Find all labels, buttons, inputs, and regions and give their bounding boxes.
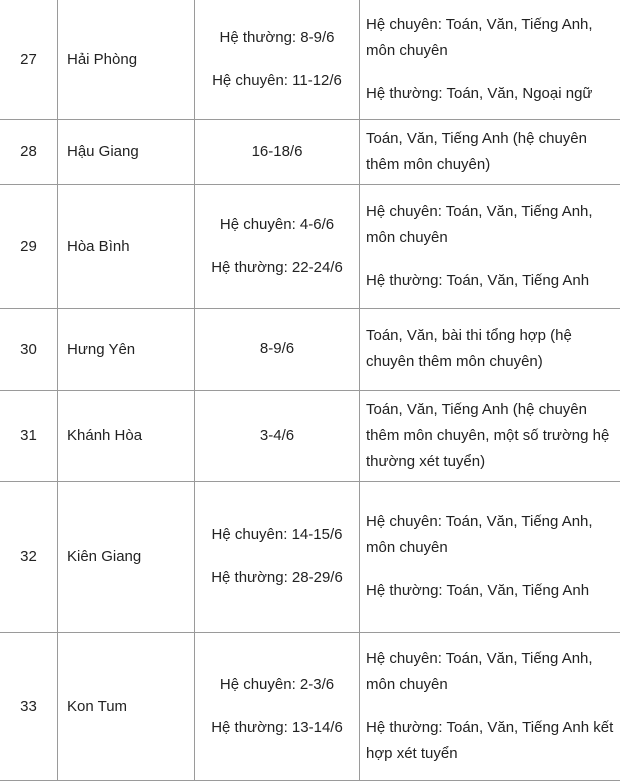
row-number: 33: [0, 632, 58, 780]
province-name: Hòa Bình: [58, 184, 195, 308]
province-name: Hậu Giang: [58, 119, 195, 184]
subject-line: Hệ thường: Toán, Văn, Ngoại ngữ: [366, 81, 616, 107]
subject-line: Hệ chuyên: Toán, Văn, Tiếng Anh, môn chuyên: [366, 646, 616, 698]
subject-line: Hệ chuyên: Toán, Văn, Tiếng Anh, môn chuyên: [366, 199, 616, 251]
table-row: [0, 0, 620, 119]
province-name: Kiên Giang: [58, 481, 195, 632]
province-name: Hưng Yên: [58, 308, 195, 390]
date-line: 8-9/6: [201, 336, 353, 362]
subject-line: Hệ chuyên: Toán, Văn, Tiếng Anh, môn chuyên: [366, 12, 616, 64]
row-number: 31: [0, 390, 58, 481]
exam-dates: [195, 308, 360, 390]
exam-dates: [195, 119, 360, 184]
province-name: Khánh Hòa: [58, 390, 195, 481]
exam-subjects: [360, 632, 620, 780]
table-row: [0, 308, 620, 390]
table-row: [0, 390, 620, 481]
date-line: Hệ thường: 28-29/6: [201, 565, 353, 591]
row-number: 28: [0, 119, 58, 184]
table-row: [0, 119, 620, 184]
table-row: [0, 632, 620, 780]
date-line: 16-18/6: [201, 139, 353, 165]
exam-subjects: [360, 481, 620, 632]
subject-line: Hệ chuyên: Toán, Văn, Tiếng Anh, môn chuyên: [366, 509, 616, 561]
subject-line: Hệ thường: Toán, Văn, Tiếng Anh: [366, 578, 616, 604]
province-name: Kon Tum: [58, 632, 195, 780]
exam-subjects: [360, 0, 620, 119]
exam-subjects: [360, 308, 620, 390]
date-line: Hệ thường: 22-24/6: [201, 255, 353, 281]
date-line: Hệ chuyên: 14-15/6: [201, 522, 353, 548]
row-number: 30: [0, 308, 58, 390]
exam-dates: [195, 632, 360, 780]
exam-dates: [195, 0, 360, 119]
table-row: [0, 481, 620, 632]
exam-subjects: [360, 390, 620, 481]
row-number: 27: [0, 0, 58, 119]
subject-line: Toán, Văn, Tiếng Anh (hệ chuyên thêm môn chuyên, một số trường hệ thường xét tuyển): [366, 397, 616, 475]
date-line: Hệ chuyên: 11-12/6: [201, 68, 353, 94]
date-line: Hệ thường: 13-14/6: [201, 715, 353, 741]
subject-line: Hệ thường: Toán, Văn, Tiếng Anh kết hợp xét tuyển: [366, 715, 616, 767]
table-row: [0, 184, 620, 308]
exam-dates: [195, 481, 360, 632]
subject-line: Toán, Văn, bài thi tổng hợp (hệ chuyên thêm môn chuyên): [366, 323, 616, 375]
subject-line: Toán, Văn, Tiếng Anh (hệ chuyên thêm môn chuyên): [366, 126, 616, 178]
row-number: 29: [0, 184, 58, 308]
date-line: Hệ chuyên: 2-3/6: [201, 672, 353, 698]
province-name: Hải Phòng: [58, 0, 195, 119]
exam-subjects: [360, 184, 620, 308]
exam-subjects: [360, 119, 620, 184]
exam-dates: [195, 184, 360, 308]
date-line: 3-4/6: [201, 423, 353, 449]
exam-dates: [195, 390, 360, 481]
row-number: 32: [0, 481, 58, 632]
date-line: Hệ thường: 8-9/6: [201, 25, 353, 51]
subject-line: Hệ thường: Toán, Văn, Tiếng Anh: [366, 268, 616, 294]
date-line: Hệ chuyên: 4-6/6: [201, 212, 353, 238]
